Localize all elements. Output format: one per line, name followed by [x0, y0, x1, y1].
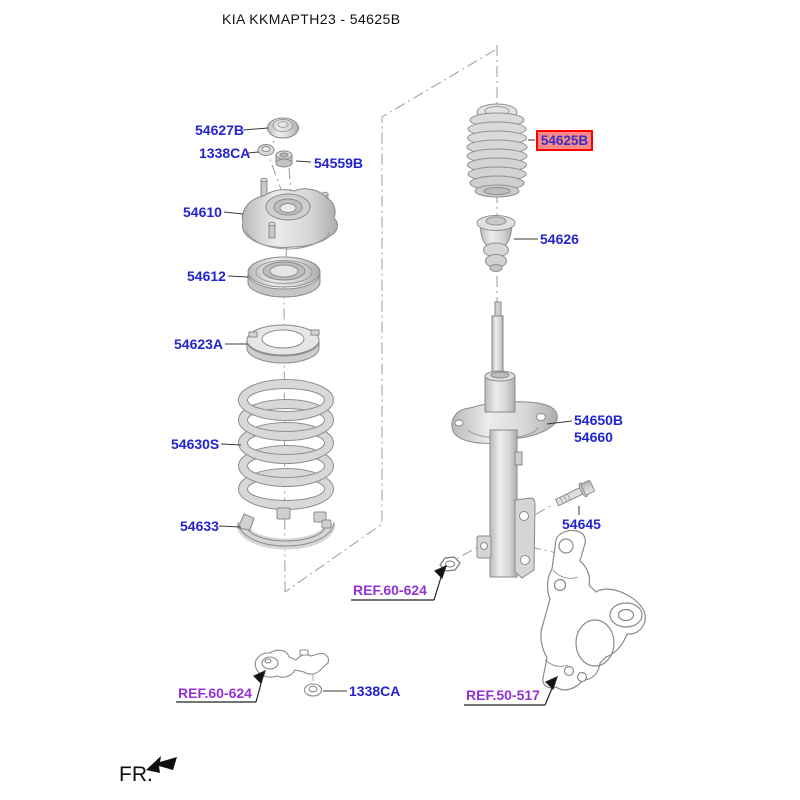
- part-label-54610[interactable]: 54610: [183, 204, 222, 220]
- arrowhead: [435, 566, 446, 578]
- fr-label: FR.: [119, 763, 153, 786]
- part-label-54630s[interactable]: 54630S: [171, 436, 220, 452]
- piston-rod-tip: [495, 302, 501, 317]
- ref-link-60-624-bottom[interactable]: REF.60-624: [178, 685, 252, 701]
- part-label-54650b[interactable]: 54650B: [574, 412, 624, 428]
- cap-drawing: [268, 118, 299, 138]
- bolt-drawing: [554, 479, 596, 510]
- ref-link-50-517[interactable]: REF.50-517: [466, 687, 540, 703]
- lock-nut-drawing: [276, 151, 292, 167]
- coil-spring-drawing: [239, 380, 334, 510]
- part-label-54660[interactable]: 54660: [574, 429, 613, 445]
- part-label-1338ca-bottom[interactable]: 1338CA: [349, 683, 401, 699]
- part-label-54626[interactable]: 54626: [540, 231, 579, 247]
- flange-nut-bottom-drawing: [305, 684, 322, 696]
- part-label-54625b-highlighted[interactable]: [536, 130, 593, 151]
- strut-assembly-drawing: [452, 302, 557, 578]
- knuckle-drawing: [541, 530, 645, 689]
- boundary-line: [285, 50, 495, 592]
- dust-cover-drawing: [467, 104, 527, 197]
- upper-spring-seat-drawing: [247, 325, 319, 363]
- strut-insulator-drawing: [242, 178, 337, 249]
- part-label-54627b[interactable]: 54627B: [195, 122, 245, 138]
- highlighted-part-number: 54625B: [540, 133, 589, 148]
- knuckle-bracket: [515, 498, 535, 578]
- part-label-54612[interactable]: 54612: [187, 268, 226, 284]
- piston-rod: [492, 316, 503, 376]
- part-label-1338ca-top[interactable]: 1338CA: [199, 145, 251, 161]
- strut-body: [490, 430, 517, 577]
- part-label-54623a[interactable]: 54623A: [174, 336, 224, 352]
- strut-bearing-drawing: [248, 257, 320, 297]
- part-label-54559b[interactable]: 54559B: [314, 155, 364, 171]
- bumper-rubber-drawing: [477, 216, 515, 272]
- lower-spring-pad-drawing: [238, 508, 334, 546]
- washer-nut-drawing: [258, 145, 274, 156]
- page-title: KIA KKMAPTH23 - 54625B: [222, 11, 401, 27]
- lower-arm-bracket-drawing: [255, 650, 328, 677]
- part-label-54633[interactable]: 54633: [180, 518, 219, 534]
- part-label-54645[interactable]: 54645: [562, 516, 601, 532]
- ref-link-60-624-mid[interactable]: REF.60-624: [353, 582, 427, 598]
